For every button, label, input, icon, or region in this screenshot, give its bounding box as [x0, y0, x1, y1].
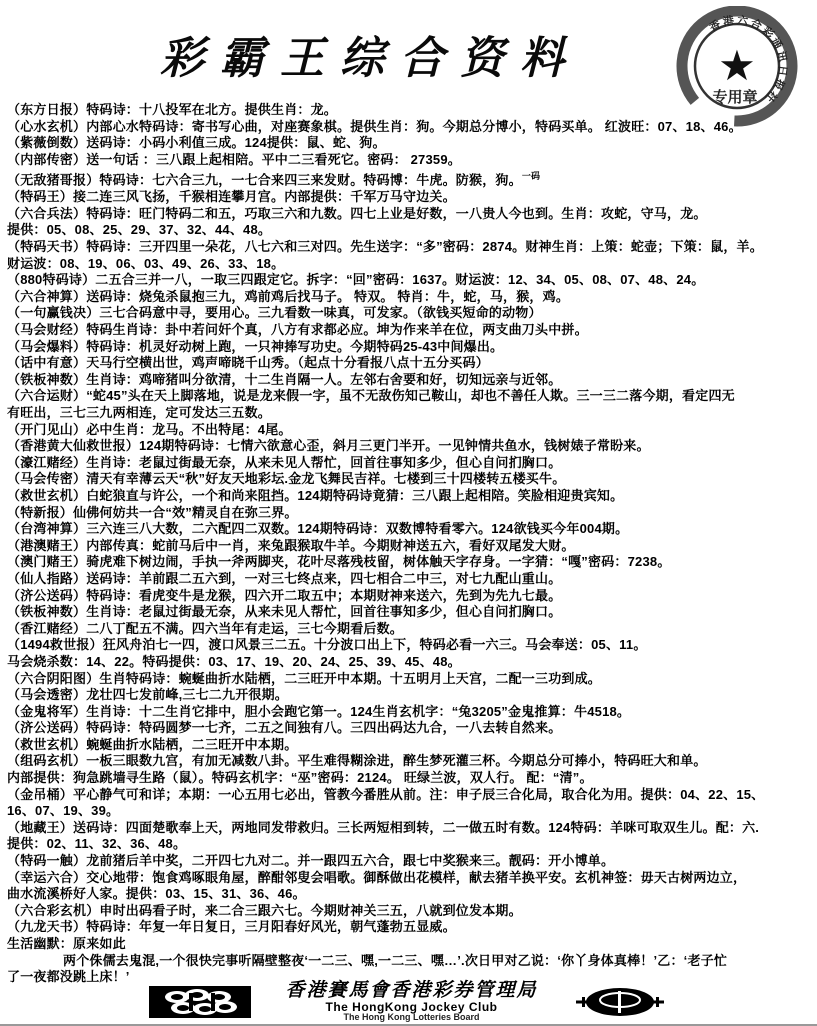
- content-line: （无敌猪哥报）特码诗：七六合三九，一七合来四三来发财。特码博：牛虎。防猴，狗。$^{一码}$: [7, 171, 541, 188]
- content-line: （马会传密）清天有幸薄云天“秋”好友天地彩坛.金龙飞舞民吉祥。七楼到三十四楼转五楼买牛。: [7, 471, 566, 487]
- content-line: （一句赢钱决）三七合码意中寻，要用心。三九看数一味真，可发家。（欲钱买短命的动物）: [7, 305, 542, 321]
- content-line: （六合运财）“蛇45”头在天上脚落地，说是龙来假一字，虽不无敌伤知己鞍山，却也不善任人欺。三一三二落今期，看定四无: [7, 388, 735, 404]
- content-line: （金吊桶）平心静气可和详；本期：一心五用七必出，管教今番胜从前。注：申子辰三合化局，取合化为用。提供：04、22、15、: [7, 786, 765, 802]
- content-line: 财运波：08、19、06、03、49、26、33、18。: [7, 255, 285, 271]
- content-line: （六合彩玄机）申时出码看子时，来二合三跟六七。今期财神关三五，八就到位发本期。: [7, 902, 522, 918]
- stamp-label: 专用章: [712, 89, 758, 106]
- footer-org-cn: 香港賽馬會香港彩券管理局: [285, 980, 538, 1001]
- footer-org-en1: The HongKong Jockey Club: [325, 1000, 498, 1014]
- content-line: （救世玄机）白蛇狼直与许公，一个和尚来阻挡。124期特码诗竟猜：三八跟上起相陪。笑脸相迎贵宾知。: [7, 487, 624, 503]
- stamp-ring-text: 香港六合彩通讯日报社: [707, 14, 789, 106]
- content-line: （开门见山）必中生肖：龙马。不出特尾：4尾。: [7, 421, 292, 437]
- content-line: （内部传密）送一句话 ：三八跟上起相陪。平中二三看死它。密码： 27359。: [7, 151, 461, 167]
- content-line: （马会透密）龙壮四七发前峰,三七二九开很期。: [7, 687, 289, 703]
- content-line: （济公送码）特码诗：看虎变牛是龙猴，四六开二取五中；本期财神来送六，先到为先九七最。: [7, 587, 562, 603]
- content-lines: [7, 102, 815, 986]
- content-line: 有旺出，三七三九两相连，定可发达三五数。: [7, 405, 272, 421]
- content-line: （马会爆料）特码诗：机灵好动树上跑，一只神捧写功史。今期特码25-43中间爆出。: [7, 338, 504, 354]
- content-line: （880特码诗）二五合三并一八，一取三四跟定它。拆字：“回”密码：1637。财运波：12、34、05、08、07、48、24。: [7, 272, 705, 288]
- content-line: （救世玄机）蜿蜒曲折水陆栖，二三旺开中本期。: [7, 736, 298, 752]
- content-line: （九龙天书）特码诗：年复一年日复日，三月阳春好风光，朝气蓬勃五显威。: [7, 919, 456, 935]
- content-line: （东方日报）特码诗：十八投军在北方。提供生肖：龙。: [7, 102, 338, 117]
- content-line: （幸运六合）交心地带：饱食鸡啄眼角屋，醉酣邻叟会唱歌。御酥做出花模样，献去猪羊换平安。玄机神签：毋天古树两边立，: [7, 869, 747, 885]
- content-line: 两个侏儒去鬼混,一个很快完事听隔壁整夜‘一二三、嘿,一二三、嘿…’.次日甲对乙说：‘你丫身体真棒！’乙：‘老子忙: [63, 952, 728, 968]
- content-line: （六合阴阳图）生肖特码诗：蜿蜒曲折水陆栖，二三旺开中本期。十五明月上天宫，二配一三功到成。: [7, 670, 602, 686]
- content-line: （香港黄大仙救世报）124期特码诗：七情六欲意心歪，斜月三更门半开。一见钟情共鱼水，钱树婊子常盼来。: [7, 438, 650, 454]
- content-line: （心水玄机）内部心水特码诗：寄书写心曲，对座赛象棋。提供生肖：狗。今期总分博小，特码买单。 红波旺：07、18、46。: [7, 118, 742, 134]
- footer: [0, 981, 817, 1022]
- content-line: 生活幽默：原来如此: [7, 936, 126, 952]
- line-superscript: 一码: [521, 171, 541, 182]
- footer-text: [285, 981, 537, 1022]
- content-line: 提供：05、08、25、29、37、32、44、48。: [7, 222, 272, 238]
- lotteries-board-logo-icon: [572, 984, 668, 1020]
- content-line: （香江赌经）二八丁配五不满。四六当年有走运，三七今期看后数。: [7, 620, 404, 636]
- content-line: 了一夜都没跳上床！’: [7, 969, 130, 985]
- content-line: 内部提供：狗急跳墙寻生路（鼠）。特码玄机字：“巫”密码：2124。 旺绿兰波，双人行。 配：“清”。: [7, 770, 593, 786]
- content-line: （特新报）仙佛何妨共一合“效”精灵自在弥三界。: [7, 504, 298, 520]
- content-line: （铁板神数）生肖诗：老鼠过街最无奈，从来未见人帮忙，回首往事知多少，但心自问扪胸口。: [7, 604, 562, 620]
- content-line: 16、07、19、39。: [7, 803, 120, 819]
- content-line: （特码天书）特码诗：三开四里一朵花，八七六和三对四。先生送字：“多”密码：2874。财神生肖：上策：蛇壶；下策：鼠，羊。: [7, 239, 763, 255]
- content-line: （马会财经）特码生肖诗：卦中若问奸个真，八方有求都必应。坤为作来羊在位，两支曲刀头中拼。: [7, 322, 588, 338]
- content-line: （铁板神数）生肖诗：鸡啼猪叫分欲清，十二生肖隔一人。左邻右舍要和好，切知远亲与近邻。: [7, 371, 562, 387]
- content-line: 马会烧杀数：14、22。特码提供：03、17、19、20、24、25、39、45、48。: [7, 653, 461, 669]
- content-line: （组码玄机）一板三眼数九宫，有加无减数八卦。平生难得糊涂进，醉生梦死灌三杯。今期总分可捧小，特码旺大和单。: [7, 753, 707, 769]
- content-line: （濠江赌经）生肖诗：老鼠过街最无奈，从来未见人帮忙，回首往事知多少，但心自问扪胸口。: [7, 454, 562, 470]
- content-line: （话中有意）天马行空横出世，鸡声啼晓千山秀。（起点十分看报八点十五分买码）: [7, 355, 489, 371]
- content-line: （地藏王）送码诗：四面楚歌奉上天，两地同发带救归。三长两短相到转，二一做五时有数。124特码：羊咪可取双生儿。配：六.: [7, 819, 760, 835]
- content-line: （金鬼将军）生肖诗：十二生肖它排中，胆小会跑它第一。124生肖玄机字：“兔3205”金鬼推算：牛4518。: [7, 703, 631, 719]
- content-line: （1494救世报）狂风舟泊七一四，渡口风景三二五。十分波口出上下，特码必看一六三。马会奉送：05、11。: [7, 637, 647, 653]
- content-line: （港澳赌王）内部传真：蛇前马后中一肖，来兔跟猴取牛羊。今期财神送五六，看好双尾发大财。: [7, 537, 575, 553]
- content-line: （特码一触）龙前猪后羊中奖，二开四七九对二。并一跟四五六合，跟七中奖猴来三。靓码：开小博单。: [7, 853, 615, 869]
- content-line: （六合神算）送码诗：烧兔杀鼠抱三九，鸡前鸡后找马子。 特双。 特肖：牛，蛇，马，猴，鸡。: [7, 288, 570, 304]
- content-line: （紫薇倒数）送码诗：小码小利值三成。124提供：鼠、蛇、狗。: [7, 135, 386, 151]
- content-line: （特码王）接二连三风飞扬，千猴相连攀月宫。内部提供：千军万马守边关。: [7, 189, 456, 205]
- content-line: 提供：02、11、32、36、48。: [7, 836, 187, 852]
- content-line: （济公送码）特码诗：特码圆梦一七齐，二五之间独有八。三四出码达九合，一八去转自然来。: [7, 720, 562, 736]
- stamp-star-icon: ★: [718, 42, 756, 89]
- content-line: （六合兵法）特码诗：旺门特码二和五，巧取三六和九数。四七上业是好数，一八贵人今也到。生肖：攻蛇，守马，龙。: [7, 205, 707, 221]
- footer-org-en2: The Hong Kong Lotteries Board: [343, 1012, 480, 1022]
- jockey-club-logo-icon: [149, 982, 251, 1022]
- content-line: （仙人指路）送码诗：羊前跟二五六到，一对三七终点来，四七相合二中三，对七九配山重山。: [7, 570, 562, 586]
- page-title: 彩霸王综合资料: [160, 34, 580, 83]
- content-line: （台湾神算）三六连三八大数，二六配四二双数。124期特码诗：双数博特看零六。124欲钱买今年004期。: [7, 521, 629, 537]
- content-line: 曲水流溪桥好人家。提供：03、15、31、36、46。: [7, 886, 306, 902]
- content-line: （澳门赌王）骑虎难下树边闹，手执一斧两脚夹，花叶尽落残枝留，树体触天字存身。一字猜：“嘎”密码：7238。: [7, 554, 671, 570]
